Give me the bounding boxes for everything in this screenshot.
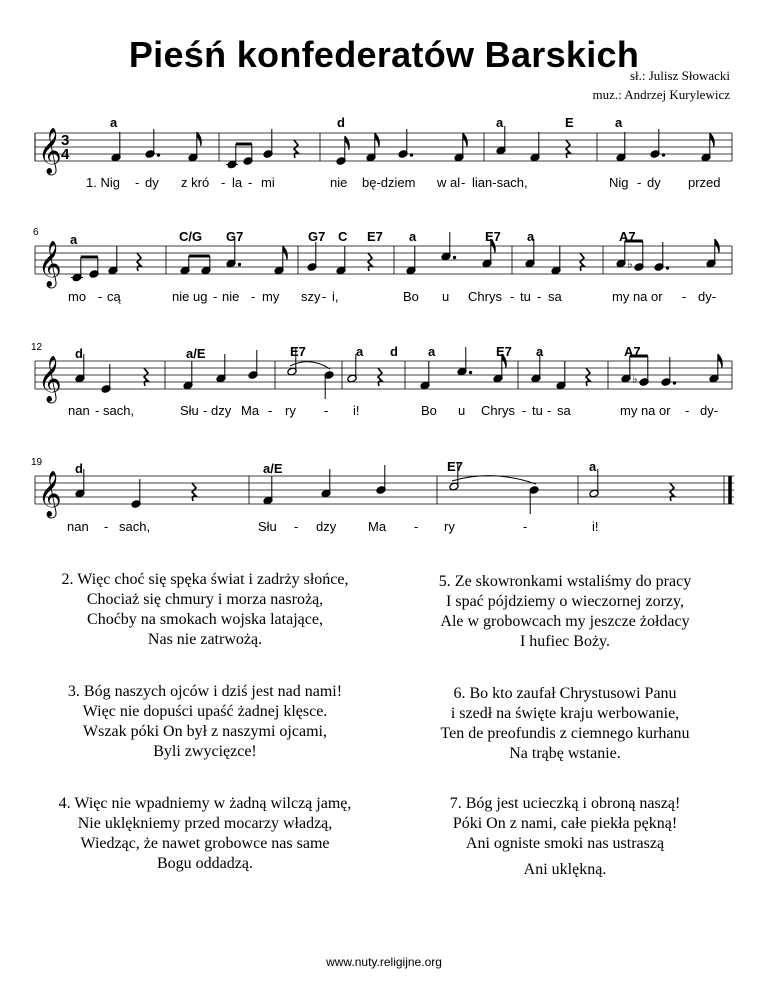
verse-2	[40, 570, 370, 650]
lyric-hyphen: -	[414, 519, 419, 534]
lyric-syllable: cą	[107, 289, 121, 304]
lyric-syllable: sach,	[103, 403, 135, 418]
lyric-hyphen: -	[104, 519, 109, 534]
lyricist-credit: sł.: Julisz Słowacki	[629, 68, 730, 83]
chord-symbol: a	[409, 229, 417, 244]
verse-6	[400, 684, 730, 764]
lyric-syllable: tu	[520, 289, 531, 304]
chords-system-4	[75, 459, 597, 476]
composer-credit: muz.: Andrzej Kurylewicz	[592, 87, 730, 102]
lyric-hyphen: -	[324, 403, 329, 418]
lyric-syllable: mo	[68, 289, 87, 304]
lyric-syllable: dy	[145, 175, 159, 190]
verse-line: Na trąbę wstanie.	[509, 745, 621, 762]
chord-symbol: E7	[447, 459, 463, 474]
chord-symbol: a	[536, 344, 544, 359]
lyrics-system-2	[68, 289, 716, 304]
lyric-syllable: przed	[688, 175, 721, 190]
lyric-syllable: Ma	[368, 519, 387, 534]
lyric-hyphen: -	[637, 175, 642, 190]
lyric-hyphen: -	[251, 289, 256, 304]
verse-line: Wszak póki On był z naszymi ojcami,	[83, 723, 327, 740]
chords-system-1	[110, 115, 623, 130]
lyric-hyphen: -	[95, 403, 100, 418]
lyric-hyphen: -	[135, 175, 140, 190]
lyric-syllable: 1. Nig	[86, 175, 120, 190]
lyric-hyphen: -	[522, 403, 527, 418]
flat-icon: ♭	[627, 257, 633, 271]
chord-symbol: d	[390, 344, 398, 359]
lyric-syllable: i!	[353, 403, 360, 418]
verse-line: 4. Więc nie wpadniemy w żadną wilczą jamę,	[58, 795, 352, 812]
treble-clef-icon: 𝄞	[38, 129, 62, 173]
lyric-syllable: tu	[532, 403, 543, 418]
lyric-syllable: Słu	[258, 519, 277, 534]
lyric-syllable: u	[458, 403, 466, 418]
lyric-syllable: Chrys	[468, 289, 502, 304]
lyric-syllable: dy-	[700, 403, 719, 418]
song-title: Pieśń konfederatów Barskich	[128, 34, 640, 75]
measure-number: 19	[31, 457, 43, 468]
lyric-hyphen: -	[203, 403, 208, 418]
lyric-syllable: my	[262, 289, 280, 304]
verse-7	[400, 794, 730, 880]
chord-symbol: a/E	[263, 461, 283, 476]
verse-line: 2. Więc choć się spęka świat i zadrży słońce,	[61, 571, 349, 588]
lyric-syllable: sach,	[119, 519, 151, 534]
lyric-syllable: Bo	[403, 289, 419, 304]
verse-line: i szedł na święte kraju werbowanie,	[450, 705, 680, 722]
staff-system-1	[35, 133, 732, 161]
measure-number: 6	[33, 227, 39, 238]
verse-line: Bogu oddadzą.	[157, 855, 253, 872]
chord-symbol: a	[589, 459, 597, 474]
chord-symbol: A7	[624, 344, 641, 359]
lyric-syllable: Ma	[241, 403, 260, 418]
lyric-syllable: nan	[67, 519, 89, 534]
chord-symbol: E7	[290, 344, 306, 359]
chord-symbol: a	[428, 344, 436, 359]
chord-symbol: a	[496, 115, 504, 130]
verse-line: Byli zwycięzce!	[153, 743, 257, 760]
lyric-hyphen: -	[461, 175, 466, 190]
treble-clef-icon: 𝄞	[38, 357, 62, 401]
chord-symbol: C/G	[179, 229, 203, 244]
chord-symbol: a	[356, 344, 364, 359]
verse-4	[40, 794, 370, 874]
chord-symbol: a	[70, 232, 78, 247]
lyric-syllable: nie	[330, 175, 348, 190]
verse-line: Nie uklękniemy przed mocarzy władzą,	[77, 815, 333, 832]
chords-system-3	[75, 344, 641, 361]
lyrics-system-4	[67, 519, 599, 534]
lyric-hyphen: -	[322, 289, 327, 304]
chord-symbol: E7	[367, 229, 383, 244]
lyric-syllable: szy	[301, 289, 321, 304]
chord-symbol: a	[110, 115, 118, 130]
lyric-syllable: ry	[285, 403, 296, 418]
lyric-hyphen: -	[685, 403, 690, 418]
lyric-syllable: i!	[592, 519, 599, 534]
chord-symbol: G7	[226, 229, 244, 244]
verse-line: I hufiec Boży.	[519, 633, 611, 650]
lyric-hyphen: -	[213, 289, 218, 304]
treble-clef-icon: 𝄞	[38, 472, 62, 516]
chords-system-2	[70, 229, 636, 247]
chord-symbol: a	[615, 115, 623, 130]
lyric-syllable: la	[232, 175, 243, 190]
lyric-hyphen: -	[294, 519, 299, 534]
lyric-syllable: lian-sach,	[472, 175, 528, 190]
measure-number: 12	[31, 342, 43, 353]
lyric-syllable: sa	[557, 403, 571, 418]
lyric-syllable: dzy	[211, 403, 232, 418]
verse-line: 6. Bo kto zaufał Chrystusowi Panu	[453, 685, 677, 702]
verse-line: Chociaż się chmury i morza nasrożą,	[86, 591, 324, 608]
verse-3	[40, 682, 370, 762]
time-signature-bottom: 4	[61, 146, 70, 163]
lyric-hyphen: -	[248, 175, 253, 190]
chord-symbol: G7	[308, 229, 326, 244]
lyric-syllable: nie	[222, 289, 240, 304]
lyric-syllable: nie ug	[172, 289, 208, 304]
lyric-syllable: nan	[68, 403, 90, 418]
verse-line: Wiedząc, że nawet grobowce nas same	[80, 835, 330, 852]
verse-line: Ani uklękną.	[523, 861, 607, 878]
lyrics-system-1	[86, 175, 721, 190]
lyric-syllable: Chrys	[481, 403, 515, 418]
lyric-syllable: Słu	[180, 403, 199, 418]
lyric-hyphen: -	[510, 289, 515, 304]
lyric-syllable: bę-dziem	[362, 175, 416, 190]
lyric-hyphen: -	[523, 519, 528, 534]
verse-line: Póki On z nami, całe piekła pękną!	[452, 815, 678, 832]
lyric-syllable: mi	[261, 175, 275, 190]
verse-line: Ten de preofundis z ciemnego kurhanu	[440, 725, 690, 742]
lyric-hyphen: -	[682, 289, 687, 304]
lyric-hyphen: -	[268, 403, 273, 418]
lyric-syllable: dy	[647, 175, 661, 190]
notes-system-4	[75, 462, 674, 514]
footer-website: www.nuty.religijne.org	[326, 955, 442, 969]
verse-5	[400, 572, 730, 652]
lyric-syllable: Nig	[609, 175, 629, 190]
verse-line: 3. Bóg naszych ojców i dziś jest nad nami!	[67, 683, 343, 700]
lyric-hyphen: -	[547, 403, 552, 418]
chord-symbol: E7	[496, 344, 512, 359]
chord-symbol: A7	[619, 229, 636, 244]
lyric-syllable: i,	[332, 289, 339, 304]
lyric-syllable: my na or	[612, 289, 663, 304]
lyric-syllable: z kró	[181, 175, 210, 190]
lyric-syllable: dzy	[316, 519, 337, 534]
verse-line: Choćby na smokach wojska latające,	[87, 611, 323, 628]
chord-symbol: d	[337, 115, 345, 130]
lyric-syllable: u	[442, 289, 450, 304]
chord-symbol: d	[75, 461, 83, 476]
lyrics-system-3	[68, 403, 718, 418]
chord-symbol: E7	[485, 229, 501, 244]
lyric-hyphen: -	[98, 289, 103, 304]
verse-line: I spać pójdziemy o wieczornej zorzy,	[446, 593, 684, 610]
notes-system-1	[111, 126, 714, 169]
verse-line: Więc nie dopuści upaść żadnej klęsce.	[82, 703, 328, 720]
lyric-hyphen: -	[537, 289, 542, 304]
verse-line: 5. Ze skowronkami wstaliśmy do pracy	[438, 573, 692, 590]
treble-clef-icon: 𝄞	[38, 242, 62, 286]
lyric-syllable: w al	[437, 175, 461, 190]
verse-line: Ale w grobowcach my jeszcze żołdacy	[440, 613, 690, 630]
lyric-hyphen: -	[221, 175, 226, 190]
lyric-syllable: sa	[548, 289, 562, 304]
lyric-syllable: Bo	[421, 403, 437, 418]
chord-symbol: d	[75, 346, 83, 361]
verse-line: Nas nie zatrwożą.	[147, 631, 263, 648]
chord-symbol: a/E	[186, 346, 206, 361]
verse-line: 7. Bóg jest ucieczką i obroną naszą!	[449, 795, 681, 812]
chord-symbol: E	[565, 115, 574, 130]
lyric-syllable: dy-	[698, 289, 717, 304]
chord-symbol: C	[338, 229, 348, 244]
lyric-syllable: ry	[444, 519, 455, 534]
time-signature-top: 3	[61, 132, 70, 149]
verse-line: Ani ogniste smoki nas ustraszą	[465, 835, 665, 852]
flat-icon: ♭	[632, 372, 638, 386]
chord-symbol: a	[527, 229, 535, 244]
lyric-syllable: my na or	[620, 403, 671, 418]
